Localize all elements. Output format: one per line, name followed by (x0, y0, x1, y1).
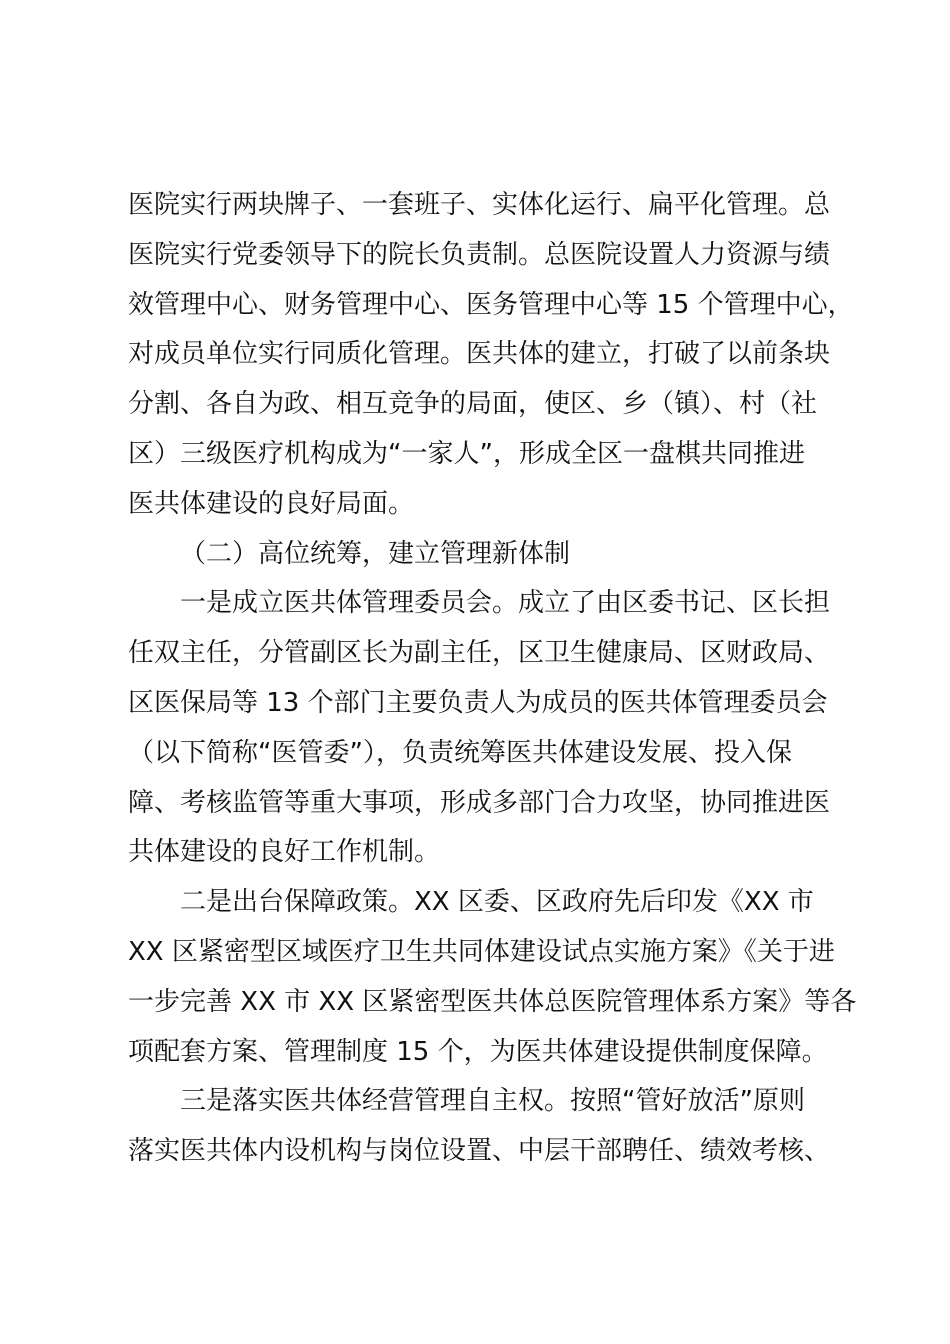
text-line: 医院实行两块牌子、一套班子、实体化运行、扁平化管理。总 (128, 190, 831, 220)
text-line: 区医保局等 13 个部门主要负责人为成员的医共体管理委员会 (128, 687, 828, 718)
text-line: 医院实行党委领导下的院长负责制。总医院设置人力资源与绩 (128, 239, 831, 270)
text-line: 区）三级医疗机构成为“一家人”，形成全区一盘棋共同推进 (128, 438, 805, 469)
text-line: 项配套方案、管理制度 15 个，为医共体建设提供制度保障。 (128, 1036, 828, 1067)
text-line: 障、考核监管等重大事项，形成多部门合力攻坚，协同推进医 (128, 787, 831, 818)
paragraph-start: 二是出台保障政策。XX 区委、区政府先后印发《XX 市 (180, 887, 814, 918)
text-line: 落实医共体内设机构与岗位设置、中层干部聘任、绩效考核、 (128, 1136, 831, 1167)
text-line: （以下简称“医管委”），负责统筹医共体建设发展、投入保 (128, 737, 792, 768)
text-line: 医共体建设的良好局面。 (128, 488, 415, 519)
text-line: 任双主任，分管副区长为副主任，区卫生健康局、区财政局、 (128, 638, 831, 669)
paragraph-start: 三是落实医共体经营管理自主权。按照“管好放活”原则 (180, 1086, 805, 1117)
text-line: 效管理中心、财务管理中心、医务管理中心等 15 个管理中心， (128, 289, 854, 320)
section-heading: （二）高位统筹，建立管理新体制 (180, 538, 571, 569)
body-text (128, 181, 857, 1177)
text-line: 分割、各自为政、相互竞争的局面，使区、乡（镇）、村（社 (128, 389, 818, 420)
text-line: XX 区紧密型区域医疗卫生共同体建设试点实施方案》《关于进 (128, 936, 835, 967)
text-line: 对成员单位实行同质化管理。医共体的建立，打破了以前条块 (128, 339, 831, 370)
paragraph-start: 一是成立医共体管理委员会。成立了由区委书记、区长担 (180, 588, 831, 619)
text-line: 一步完善 XX 市 XX 区紧密型医共体总医院管理体系方案》等各 (128, 986, 857, 1017)
text-line: 共体建设的良好工作机制。 (128, 837, 441, 868)
